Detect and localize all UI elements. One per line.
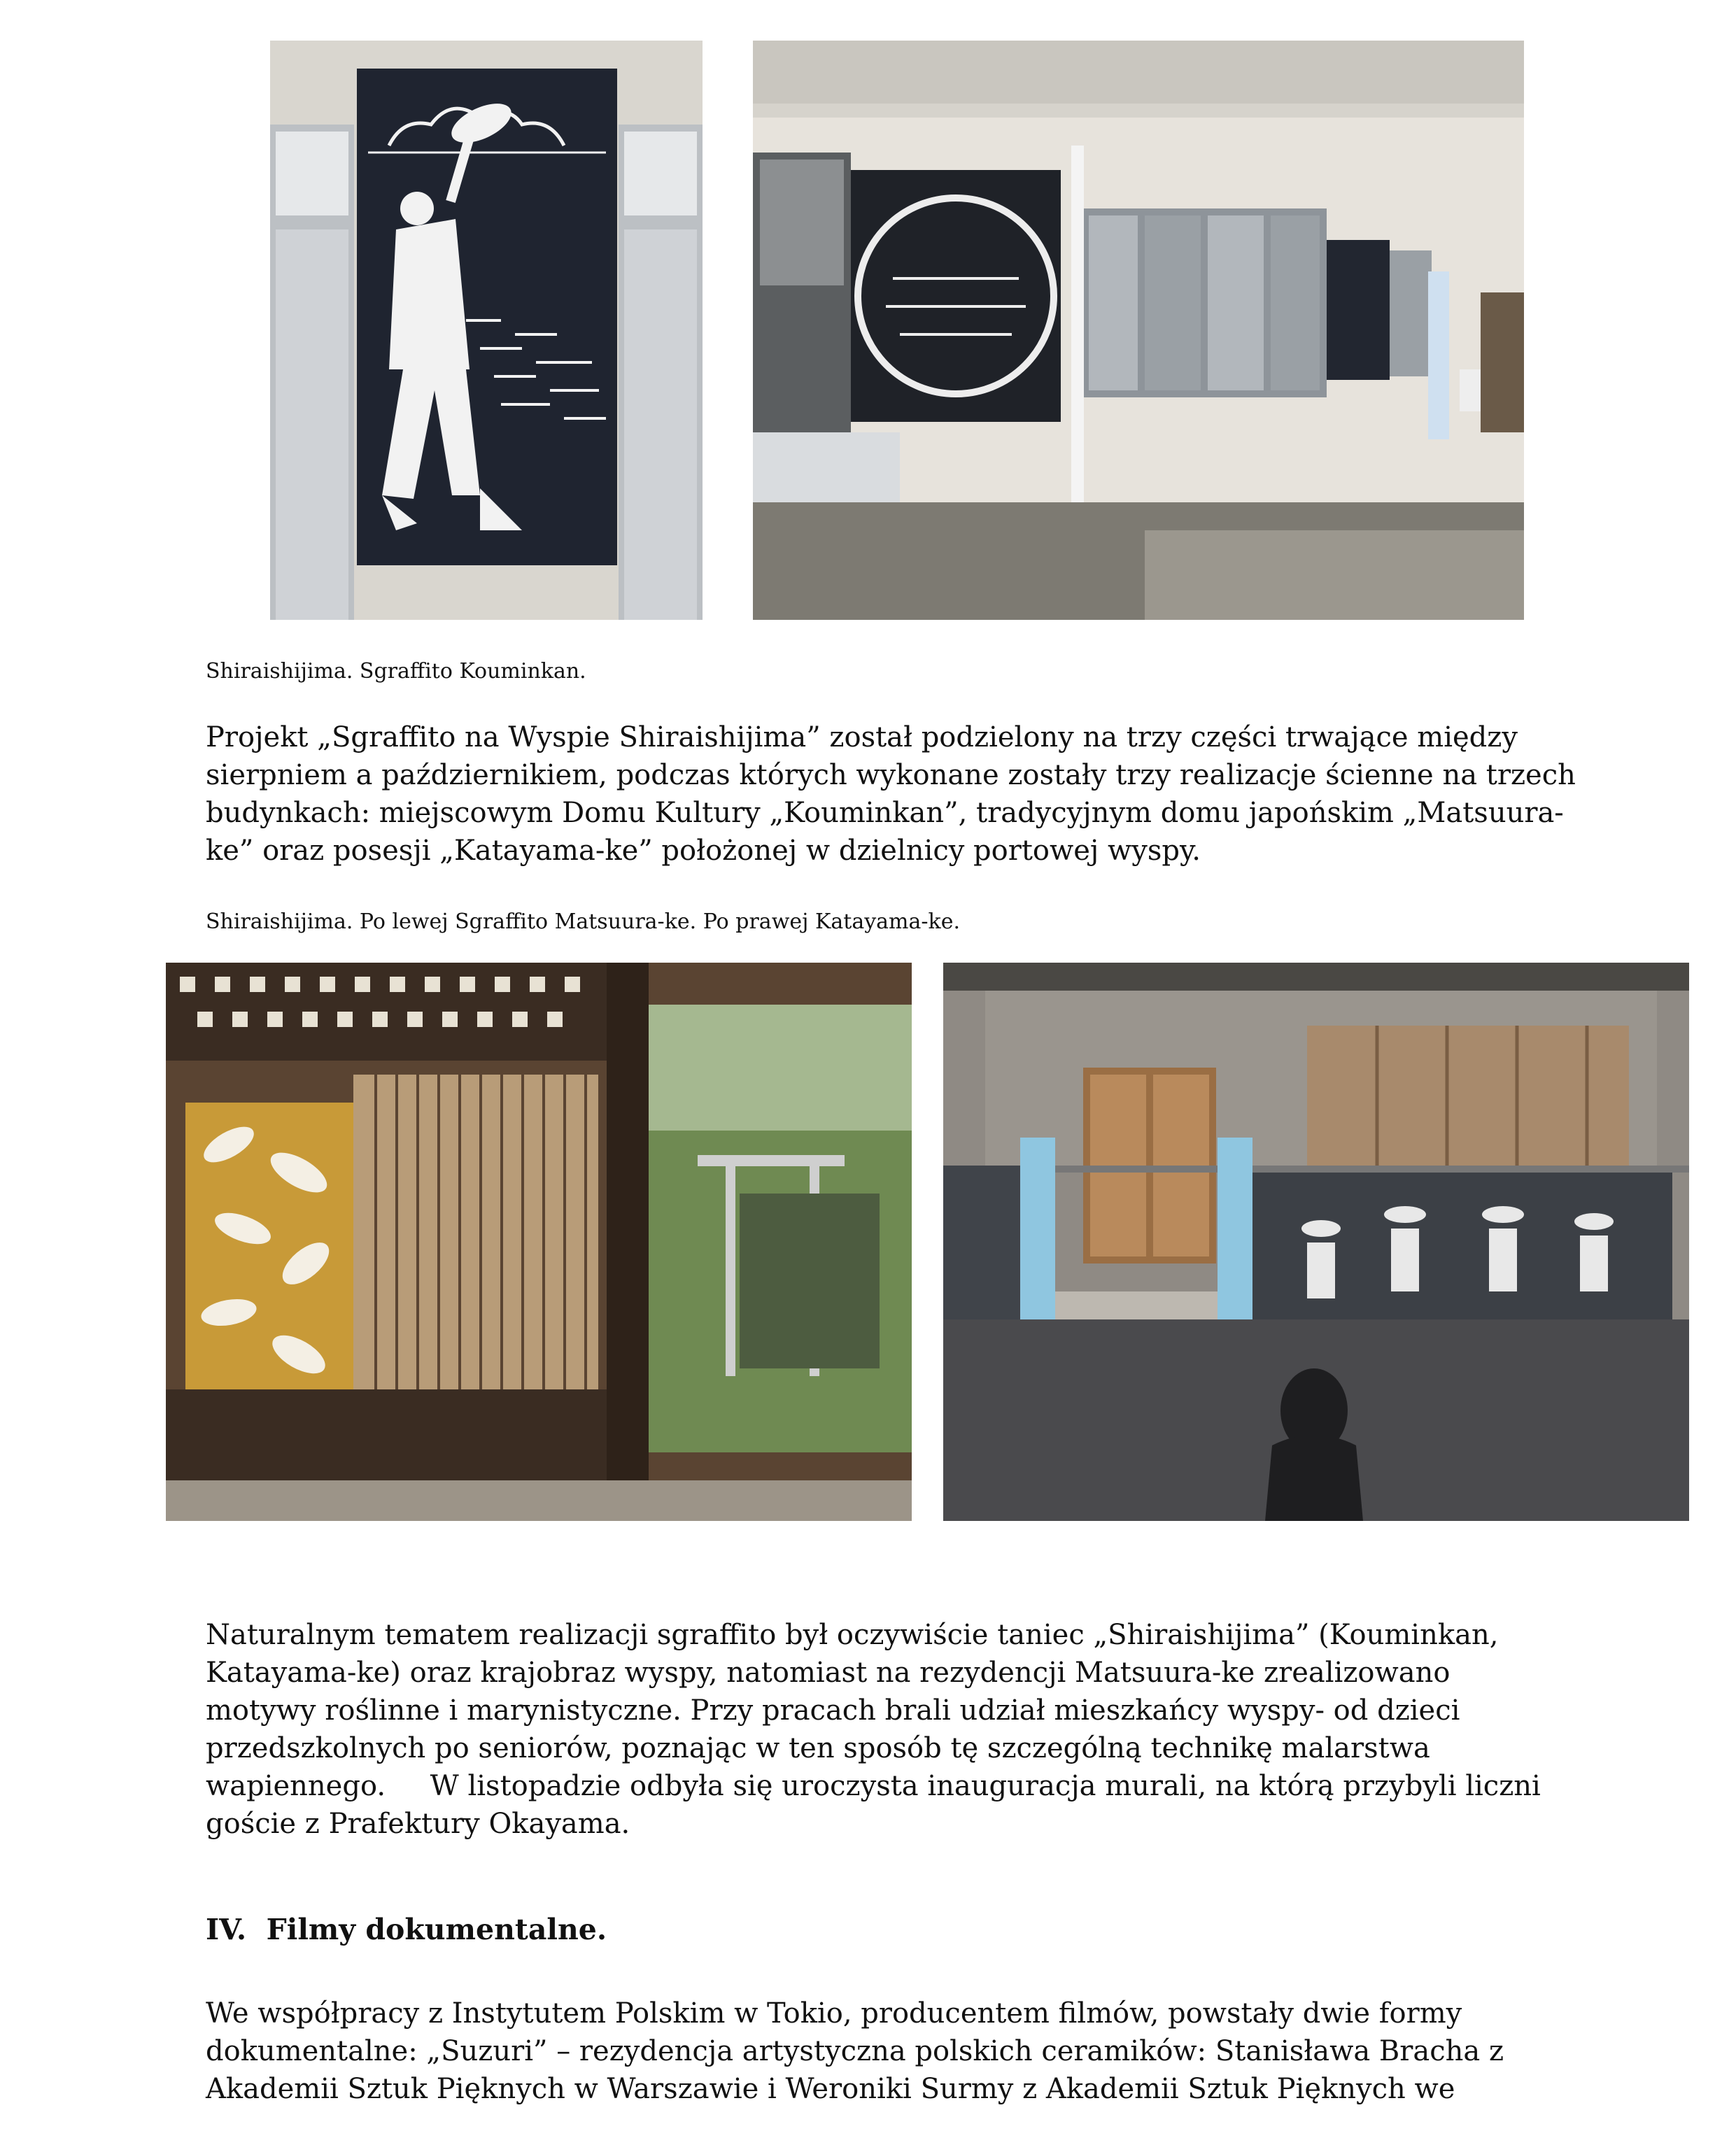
photo-katayama-ke-sgraffito (943, 963, 1689, 1521)
paragraph-sgraffito-themes (206, 1616, 1577, 1843)
photo-caption-top: Shiraishijima. Sgraffito Kouminkan. (206, 659, 586, 684)
photo-kouminkan-building (753, 41, 1524, 620)
photo-kouminkan-dancer-mural (270, 41, 703, 620)
text-line: budynkach: miejscowym Domu Kultury „Kouminkan”, tradycyjnym domu japońskim „Matsuura- (206, 797, 1564, 829)
text-line: motywy roślinne i marynistyczne. Przy pracach brali udział mieszkańcy wyspy- od dzieci (206, 1694, 1460, 1727)
text-line: wapiennego. W listopadzie odbyła się uroczysta inauguracja murali, na którą przybyli liczni (206, 1770, 1541, 1802)
text-line: dokumentalne: „Suzuri” – rezydencja artystyczna polskich ceramików: Stanisława Bracha z (206, 2035, 1504, 2067)
text-line: Akademii Sztuk Pięknych w Warszawie i Weroniki Surmy z Akademii Sztuk Pięknych we (206, 2073, 1455, 2105)
paragraph-documentary-films (206, 1995, 1577, 2108)
photo-caption-middle: Shiraishijima. Po lewej Sgraffito Matsuura-ke. Po prawej Katayama-ke. (206, 909, 960, 934)
text-line: Projekt „Sgraffito na Wyspie Shiraishijima” został podzielony na trzy części trwające między (206, 721, 1518, 753)
text-line: przedszkolnych po seniorów, poznając w ten sposób tę szczególną technikę malarstwa (206, 1732, 1430, 1764)
text-line: sierpniem a październikiem, podczas których wykonane zostały trzy realizacje ścienne na trzech (206, 759, 1576, 791)
text-line: Naturalnym tematem realizacji sgraffito był oczywiście taniec „Shiraishijima” (Kouminkan, (206, 1619, 1499, 1651)
text-line: goście z Prafektury Okayama. (206, 1808, 630, 1840)
text-line: ke” oraz posesji „Katayama-ke” położonej w dzielnicy portowej wyspy. (206, 835, 1201, 867)
text-line: Katayama-ke) oraz krajobraz wyspy, natomiast na rezydencji Matsuura-ke zrealizowano (206, 1657, 1451, 1689)
photo-matsuura-ke-sgraffito (166, 963, 912, 1521)
section-heading-documentary-films: IV. Filmy dokumentalne. (206, 1913, 607, 1946)
paragraph-project-description (206, 718, 1577, 870)
text-line: We współpracy z Instytutem Polskim w Tokio, producentem filmów, powstały dwie formy (206, 1997, 1462, 2030)
